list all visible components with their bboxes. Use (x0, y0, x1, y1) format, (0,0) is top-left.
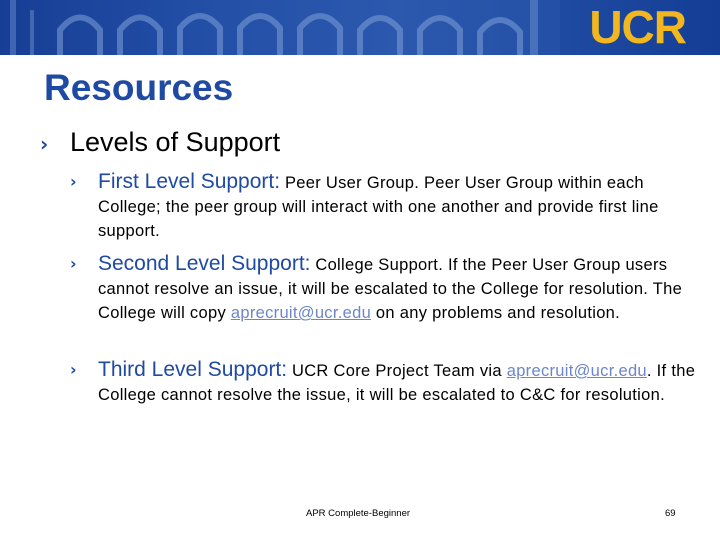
item-text: College Support. If the Peer User Group users cannot resolve an issue, it will be escalated to the College for resolution. The College will copy (98, 256, 683, 322)
email-link[interactable]: aprecruit@ucr.edu (230, 304, 372, 322)
page-number: 69 (665, 508, 676, 519)
email-link[interactable]: aprecruit@ucr.edu (506, 362, 647, 380)
slide-title: Resources (44, 67, 234, 108)
list-item-first-level (98, 170, 698, 243)
list-item-second-level (98, 252, 698, 325)
item-text: Peer User Group. Peer User Group within each College; the peer group will interact with one another and provide first line support. (98, 174, 659, 240)
chevron-right-icon: › (70, 254, 77, 273)
header-banner (0, 0, 720, 55)
item-text: UCR Core Project Team via (287, 362, 507, 380)
chevron-right-icon: › (70, 360, 77, 379)
item-text-after: . If the College cannot resolve the issue, it will be escalated to C&C for resolution. (98, 362, 696, 404)
footer-label: APR Complete-Beginner (306, 508, 411, 519)
chevron-right-icon: › (40, 132, 49, 156)
chevron-right-icon: › (70, 172, 77, 191)
item-lead: Third Level Support: (98, 358, 288, 381)
item-lead: First Level Support: (98, 170, 281, 193)
level-heading: Levels of Support (70, 127, 281, 157)
ucr-logo: UCR (589, 1, 686, 53)
list-item-third-level (98, 358, 698, 407)
item-lead: Second Level Support: (98, 252, 311, 275)
item-text-after: on any problems and resolution. (371, 304, 621, 322)
